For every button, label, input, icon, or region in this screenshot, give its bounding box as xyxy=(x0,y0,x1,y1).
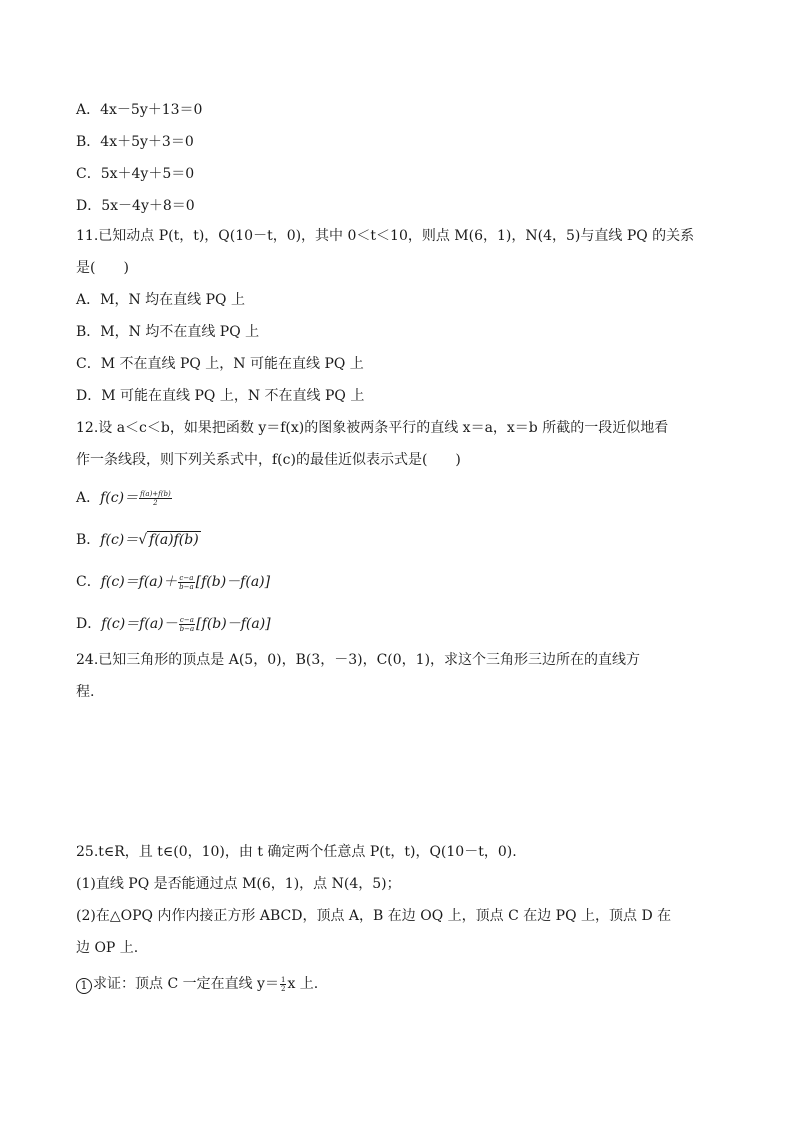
q25-stem: 25.t∈R，且 t∈(0，10)，由 t 确定两个任意点 P(t，t)，Q(10－t，0). xyxy=(76,844,517,860)
q24-stem-line2: 程. xyxy=(76,684,95,700)
q12-option-a: A．f(c)＝ $\frac{f(a)+f(b)}{2}$ xyxy=(76,489,171,507)
fraction: $\frac{c-a}{b-a}$ xyxy=(179,615,195,633)
fraction: $\frac{c-a}{b-a}$ xyxy=(179,573,194,591)
q12-option-d: D．f(c)＝f(a)－ $\frac{c-a}{b-a}$ [f(b)－f(a)] xyxy=(76,615,271,633)
q12-option-c: C．f(c)＝f(a)＋ $\frac{c-a}{b-a}$ [f(b)－f(a)] xyxy=(76,573,271,591)
q25-subpart1: 1 求证：顶点 C 一定在直线 y＝ $\frac{1}{2}$ x 上. xyxy=(76,974,318,994)
q11-stem-line2: 是( ) xyxy=(76,260,129,276)
q10-option-c: C．5x＋4y＋5＝0 xyxy=(76,166,195,182)
q12-option-b: B．f(c)＝√ f(a)f(b) xyxy=(76,532,199,548)
q10-option-d: D．5x－4y＋8＝0 xyxy=(76,198,195,214)
square-root: √ f(a)f(b) xyxy=(138,532,199,548)
q25-part2-line2: 边 OP 上. xyxy=(76,940,139,956)
q11-stem-line1: 11.已知动点 P(t，t)，Q(10－t，0)，其中 0＜t＜10，则点 M(6，1)，N(4，5)与直线 PQ 的关系 xyxy=(76,228,695,244)
q12-stem-line1: 12.设 a＜c＜b，如果把函数 y＝f(x)的图象被两条平行的直线 x＝a，x＝b 所截的一段近似地看 xyxy=(76,420,669,436)
q10-option-a: A．4x－5y＋13＝0 xyxy=(76,102,203,118)
q11-option-b: B．M，N 均不在直线 PQ 上 xyxy=(76,324,260,340)
q10-option-b: B．4x＋5y＋3＝0 xyxy=(76,134,194,150)
q25-part1: (1)直线 PQ 是否能通过点 M(6，1)，点 N(4，5)； xyxy=(76,876,401,892)
radical-sign-icon: √ xyxy=(138,532,148,548)
q11-option-d: D．M 可能在直线 PQ 上，N 不在直线 PQ 上 xyxy=(76,388,365,404)
fraction: $\frac{f(a)+f(b)}{2}$ xyxy=(140,489,171,507)
q12-stem-line2: 作一条线段，则下列关系式中，f(c)的最佳近似表示式是( ) xyxy=(76,452,461,468)
q24-stem-line1: 24.已知三角形的顶点是 A(5，0)，B(3，－3)，C(0，1)，求这个三角形三边所在的直线方 xyxy=(76,652,641,668)
q25-part2-line1: (2)在△OPQ 内作内接正方形 ABCD，顶点 A，B 在边 OQ 上，顶点 C 在边 PQ 上，顶点 D 在 xyxy=(76,908,672,924)
q11-option-c: C．M 不在直线 PQ 上，N 可能在直线 PQ 上 xyxy=(76,356,364,372)
fraction: $\frac{1}{2}$ xyxy=(280,975,286,993)
circled-number-icon: 1 xyxy=(76,978,92,994)
q11-option-a: A．M，N 均在直线 PQ 上 xyxy=(76,292,245,308)
